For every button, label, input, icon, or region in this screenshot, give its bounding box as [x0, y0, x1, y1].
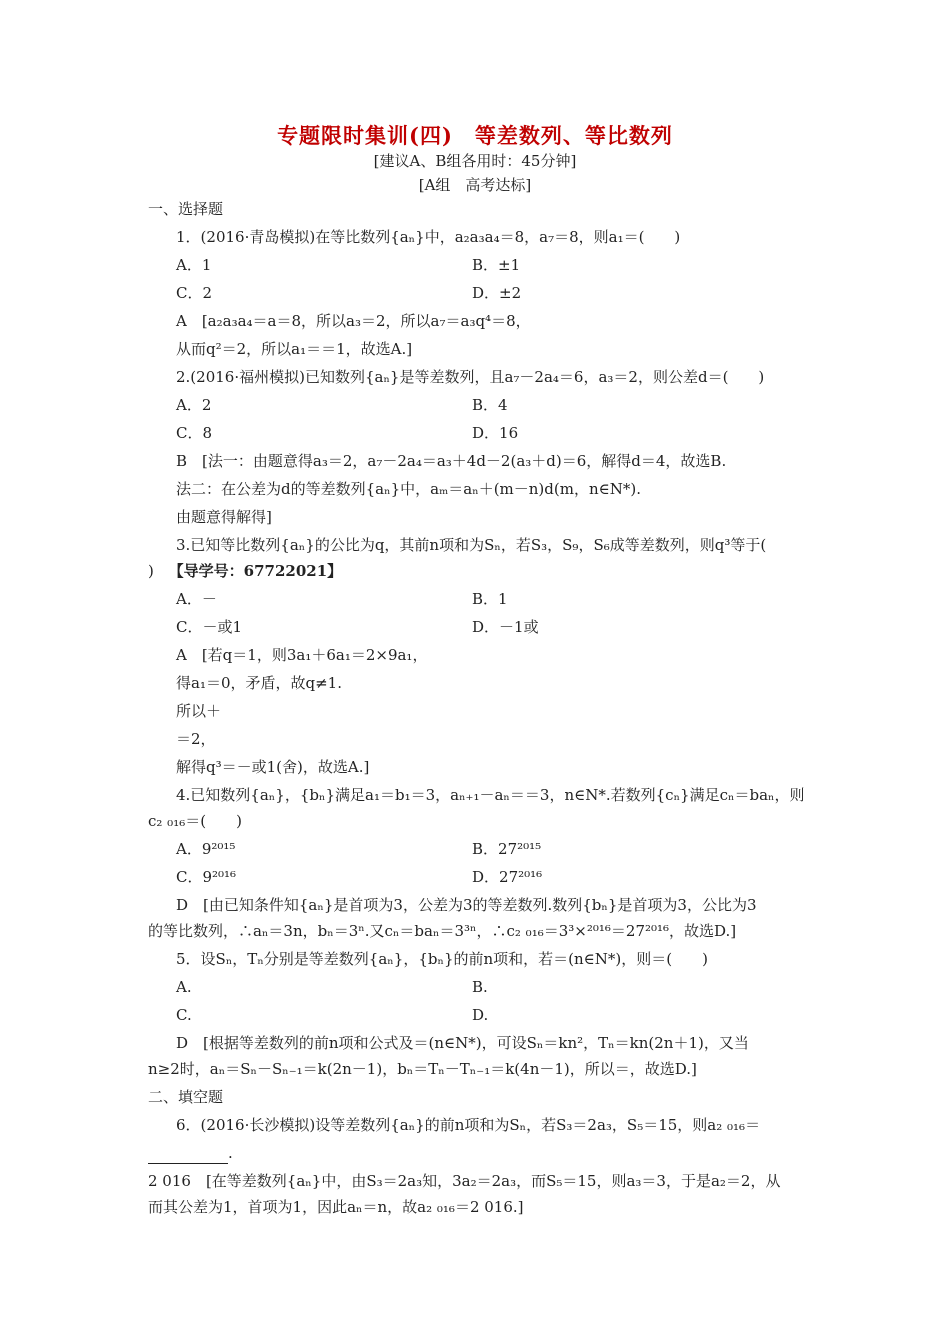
q2-option-d: D．16	[472, 424, 519, 442]
q3-answer-line-5: 解得q³＝－或1(舍)，故选A.]	[176, 758, 370, 776]
answer-blank	[148, 1149, 228, 1164]
q4-option-a: A．9²⁰¹⁵	[176, 840, 236, 858]
question-4-stem-2: c₂ ₀₁₆＝( )	[148, 812, 242, 830]
q4-option-d: D．27²⁰¹⁶	[472, 868, 543, 886]
question-3-stem-1: 3.已知等比数列{aₙ}的公比为q，其前n项和为Sₙ，若S₃，S₉，S₆成等差数列，则q³等于(	[176, 536, 767, 554]
q3-paren-close: )	[148, 562, 154, 580]
q6-answer-blank-line	[148, 1142, 808, 1164]
q6-answer-line-1: 2 016 [在等差数列{aₙ}中，由S₃＝2a₃知，3a₂＝2a₃，而S₅＝15，则a₃＝3，于是a₂＝2，从	[148, 1172, 781, 1190]
q3-option-b: B．1	[472, 590, 508, 608]
time-suggestion: [建议A、B组各用时：45分钟]	[373, 152, 577, 170]
question-1-stem: 1．(2016·青岛模拟)在等比数列{aₙ}中，a₂a₃a₄＝8，a₇＝8，则a₁＝( )	[176, 228, 681, 246]
blank-period: .	[228, 1144, 233, 1162]
q3-answer-line-2: 得a₁＝0，矛盾，故q≠1.	[176, 674, 342, 692]
q2-answer-line-3: 由题意得解得]	[176, 508, 272, 526]
q5-answer-line-1: D [根据等差数列的前n项和公式及＝(n∈N*)，可设Sₙ＝kn²，Tₙ＝kn(2n＋1)，又当	[176, 1034, 749, 1052]
q2-option-a: A．2	[176, 396, 212, 414]
page-title: 专题限时集训(四) 等差数列、等比数列	[277, 123, 673, 148]
q2-option-c: C．8	[176, 424, 213, 442]
q3-option-a: A．－	[176, 590, 217, 608]
section-heading-fill: 二、填空题	[148, 1088, 224, 1106]
q1-option-b: B．±1	[472, 256, 521, 274]
q4-answer-line-1: D [由已知条件知{aₙ}是首项为3，公差为3的等差数列.数列{bₙ}是首项为3，公比为3	[176, 896, 757, 914]
q1-answer-line-1: A [a₂a₃a₄＝a＝8，所以a₃＝2，所以a₇＝a₃q⁴＝8，	[176, 312, 531, 330]
guide-number: 【导学号：67722021】	[168, 562, 343, 580]
q4-answer-line-2: 的等比数列，∴aₙ＝3n，bₙ＝3ⁿ.又cₙ＝baₙ＝3³ⁿ，∴c₂ ₀₁₆＝3³×²⁰¹⁶＝27²⁰¹⁶，故选D.]	[148, 922, 737, 940]
q5-option-a: A.	[176, 978, 192, 996]
q3-answer-line-1: A [若q＝1，则3a₁＋6a₁＝2×9a₁，	[176, 646, 428, 664]
q4-option-b: B．27²⁰¹⁵	[472, 840, 542, 858]
q5-answer-line-2: n≥2时，aₙ＝Sₙ－Sₙ₋₁＝k(2n－1)，bₙ＝Tₙ－Tₙ₋₁＝k(4n－1)，所以＝，故选D.]	[148, 1060, 697, 1078]
q6-answer-line-2: 而其公差为1，首项为1，因此aₙ＝n，故a₂ ₀₁₆＝2 016.]	[148, 1198, 524, 1216]
group-label: [A组 高考达标]	[418, 176, 532, 194]
q1-option-c: C．2	[176, 284, 213, 302]
q3-answer-line-3: 所以＋	[176, 702, 222, 720]
q3-answer-line-4: ＝2，	[176, 730, 216, 748]
question-5-stem: 5．设Sₙ，Tₙ分别是等差数列{aₙ}，{bₙ}的前n项和，若＝(n∈N*)，则＝( )	[176, 950, 708, 968]
q4-option-c: C．9²⁰¹⁶	[176, 868, 237, 886]
q1-answer-line-2: 从而q²＝2，所以a₁＝＝1，故选A.]	[176, 340, 413, 358]
q2-answer-line-1: B [法一：由题意得a₃＝2，a₇－2a₄＝a₃＋4d－2(a₃＋d)＝6，解得d＝4，故选B.	[176, 452, 727, 470]
q5-option-c: C.	[176, 1006, 192, 1024]
question-2-stem: 2.(2016·福州模拟)已知数列{aₙ}是等差数列，且a₇－2a₄＝6，a₃＝2，则公差d＝( )	[176, 368, 765, 386]
q1-option-d: D．±2	[472, 284, 522, 302]
question-4-stem-1: 4.已知数列{aₙ}，{bₙ}满足a₁＝b₁＝3，aₙ₊₁－aₙ＝＝3，n∈N*.若数列{cₙ}满足cₙ＝baₙ，则	[176, 786, 805, 804]
question-6-stem: 6．(2016·长沙模拟)设等差数列{aₙ}的前n项和为Sₙ，若S₃＝2a₃，S₅＝15，则a₂ ₀₁₆＝	[176, 1116, 761, 1134]
q2-option-b: B．4	[472, 396, 508, 414]
q3-option-d: D．－1或	[472, 618, 539, 636]
q5-option-b: B.	[472, 978, 488, 996]
q1-option-a: A．1	[176, 256, 212, 274]
q2-answer-line-2: 法二：在公差为d的等差数列{aₙ}中，aₘ＝aₙ＋(m－n)d(m，n∈N*).	[176, 480, 641, 498]
q3-option-c: C．－或1	[176, 618, 243, 636]
question-3-stem-2	[148, 560, 808, 582]
section-heading-choice: 一、选择题	[148, 200, 224, 218]
q5-option-d: D.	[472, 1006, 489, 1024]
